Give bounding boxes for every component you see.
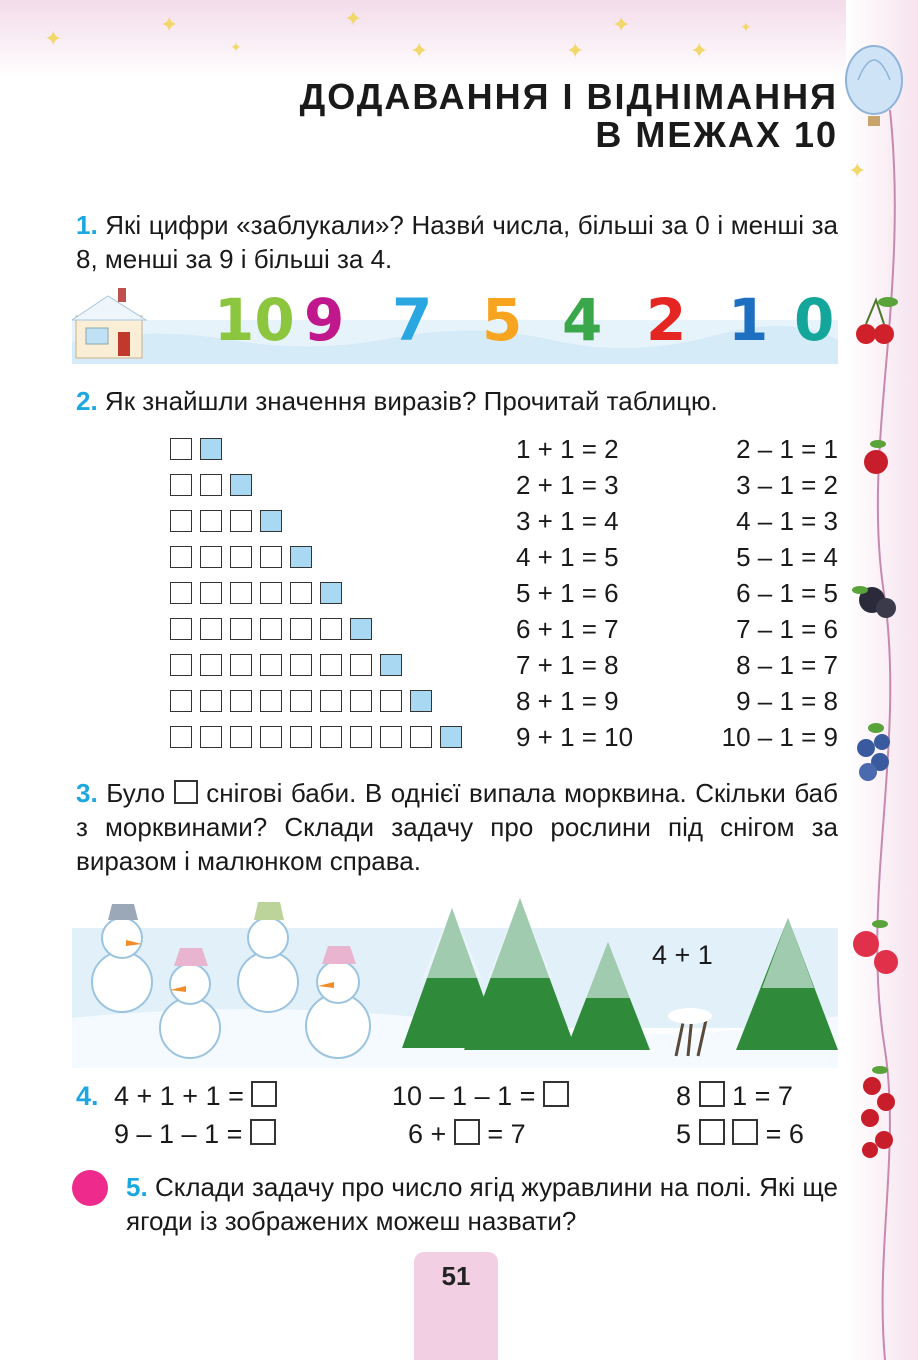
square <box>200 690 222 712</box>
expr-c1 <box>676 1080 793 1112</box>
expr-text: 8 <box>676 1081 692 1111</box>
addition-expression: 3 + 1 = 4 <box>516 506 619 536</box>
square <box>290 582 312 604</box>
expr-text: 9 – 1 – 1 = <box>114 1119 243 1149</box>
title-line-1: ДОДАВАННЯ І ВІДНІМАННЯ <box>299 76 838 117</box>
answer-box[interactable] <box>174 780 198 804</box>
answer-box[interactable] <box>250 1119 276 1145</box>
star-icon: ✦ <box>612 12 631 37</box>
square-row <box>170 582 342 606</box>
square <box>320 690 342 712</box>
square <box>200 654 222 676</box>
added-square <box>320 582 342 604</box>
cherry-icon <box>856 297 898 344</box>
task-3-text-after: снігові баби. В однієї випала морквина. Скільки баб з морквинами? Склади задачу про рослини під снігом за виразом і малюнком справа. <box>76 778 838 876</box>
star-icon: ✦ <box>848 158 867 183</box>
addition-expression: 4 + 1 = 5 <box>516 542 619 572</box>
answer-box[interactable] <box>543 1081 569 1107</box>
task-number: 1. <box>76 210 98 240</box>
pink-marker-dot <box>72 1170 108 1206</box>
star-icon: ✦ <box>160 12 179 37</box>
square <box>290 654 312 676</box>
square <box>230 726 252 748</box>
square <box>260 690 282 712</box>
star-icon: ✦ <box>344 6 363 31</box>
addition-expression: 9 + 1 = 10 <box>516 722 634 752</box>
answer-box[interactable] <box>732 1119 758 1145</box>
square <box>260 618 282 640</box>
answer-box[interactable] <box>699 1081 725 1107</box>
answer-box[interactable] <box>699 1119 725 1145</box>
square <box>350 726 372 748</box>
square-row <box>170 510 282 534</box>
task-1 <box>76 208 838 276</box>
square <box>350 654 372 676</box>
square-row <box>170 726 462 750</box>
snow-scene-illustration <box>72 898 838 1068</box>
strip-digit: 1 <box>728 286 769 354</box>
square <box>230 510 252 532</box>
star-icon: ✦ <box>230 39 242 55</box>
task-number: 5. <box>126 1172 148 1202</box>
square <box>260 654 282 676</box>
square <box>230 690 252 712</box>
strip-digit: 2 <box>646 286 687 354</box>
house-icon <box>72 288 146 358</box>
task-3 <box>76 776 838 878</box>
expr-b1 <box>392 1080 569 1112</box>
square <box>290 618 312 640</box>
addition-expression: 8 + 1 = 9 <box>516 686 619 716</box>
task-number: 4. <box>76 1081 99 1111</box>
expr-c2 <box>676 1118 804 1150</box>
expr-text: = 6 <box>765 1119 804 1149</box>
square <box>200 546 222 568</box>
expr-b2 <box>408 1118 526 1150</box>
answer-box[interactable] <box>454 1119 480 1145</box>
subtraction-expression: 9 – 1 = 8 <box>736 686 838 716</box>
expr-text: 10 – 1 – 1 = <box>392 1081 536 1111</box>
square <box>170 582 192 604</box>
square <box>320 726 342 748</box>
square <box>290 726 312 748</box>
expr-a2 <box>114 1118 276 1150</box>
added-square <box>350 618 372 640</box>
square <box>350 690 372 712</box>
scene-expression: 4 + 1 <box>652 940 713 970</box>
task-1-text: Які цифри «заблукали»? Назви́ числа, більші за 0 і менші за 8, менші за 9 і більші за 4. <box>76 210 838 274</box>
addition-expression: 2 + 1 = 3 <box>516 470 619 500</box>
square <box>260 546 282 568</box>
expr-text: 1 = 7 <box>732 1081 793 1111</box>
expr-text: 5 <box>676 1119 692 1149</box>
square-row <box>170 474 252 498</box>
star-icon: ✦ <box>410 38 429 63</box>
strip-digit: 0 <box>794 286 835 354</box>
square <box>260 582 282 604</box>
square <box>290 690 312 712</box>
square <box>200 582 222 604</box>
square <box>410 726 432 748</box>
square <box>170 726 192 748</box>
added-square <box>440 726 462 748</box>
task-2-text: Як знайшли значення виразів? Прочитай таблицю. <box>104 386 718 416</box>
subtraction-expression: 4 – 1 = 3 <box>736 506 838 536</box>
added-square <box>230 474 252 496</box>
star-icon: ✦ <box>690 38 709 63</box>
answer-box[interactable] <box>251 1081 277 1107</box>
square <box>170 510 192 532</box>
square <box>260 726 282 748</box>
square <box>170 474 192 496</box>
task-2 <box>76 384 838 418</box>
subtraction-expression: 2 – 1 = 1 <box>736 434 838 464</box>
square <box>200 726 222 748</box>
task-5 <box>126 1170 838 1238</box>
square <box>380 726 402 748</box>
subtraction-expression: 6 – 1 = 5 <box>736 578 838 608</box>
blueberry-icon <box>857 723 890 781</box>
task-5-text: Склади задачу про число ягід журавлини на полі. Які ще ягоди із зображених можеш назвати? <box>126 1172 838 1236</box>
square <box>170 654 192 676</box>
square <box>170 690 192 712</box>
strip-digit: 7 <box>392 286 433 354</box>
expr-text: 4 + 1 + 1 = <box>114 1081 244 1111</box>
expr-text: = 7 <box>487 1119 526 1149</box>
snow-scene <box>72 898 838 1068</box>
task-4-number <box>76 1080 99 1112</box>
square-row <box>170 690 432 714</box>
task-number: 2. <box>76 386 98 416</box>
cranberry-icon <box>864 440 888 474</box>
page-number: 51 <box>414 1252 498 1360</box>
addition-expression: 7 + 1 = 8 <box>516 650 619 680</box>
square-row <box>170 618 372 642</box>
strip-digit: 5 <box>482 286 523 354</box>
strip-digit: 4 <box>562 286 603 354</box>
addition-expression: 5 + 1 = 6 <box>516 578 619 608</box>
square <box>320 618 342 640</box>
subtraction-expression: 3 – 1 = 2 <box>736 470 838 500</box>
square-row <box>170 546 312 570</box>
square <box>200 618 222 640</box>
subtraction-expression: 5 – 1 = 4 <box>736 542 838 572</box>
digits-illustration <box>72 282 838 364</box>
square <box>170 618 192 640</box>
task-3-text-before: Було <box>106 778 166 808</box>
square <box>170 546 192 568</box>
star-icon: ✦ <box>740 19 752 35</box>
expr-a1 <box>114 1080 277 1112</box>
strip-digit: 9 <box>304 286 345 354</box>
square <box>320 654 342 676</box>
snow-strip <box>72 282 838 364</box>
square <box>380 690 402 712</box>
subtraction-expression: 8 – 1 = 7 <box>736 650 838 680</box>
added-square <box>290 546 312 568</box>
subtraction-expression: 7 – 1 = 6 <box>736 614 838 644</box>
added-square <box>260 510 282 532</box>
square <box>170 438 192 460</box>
square-row <box>170 438 222 462</box>
square <box>230 618 252 640</box>
added-square <box>380 654 402 676</box>
square <box>200 510 222 532</box>
square-row <box>170 654 402 678</box>
square <box>230 654 252 676</box>
square <box>230 546 252 568</box>
star-icon: ✦ <box>566 38 585 63</box>
addition-expression: 6 + 1 = 7 <box>516 614 619 644</box>
addition-expression: 1 + 1 = 2 <box>516 434 619 464</box>
title-line-2: В МЕЖАХ 10 <box>595 114 838 155</box>
square <box>230 582 252 604</box>
added-square <box>410 690 432 712</box>
star-icon: ✦ <box>44 26 63 51</box>
page-title <box>300 78 838 154</box>
balloon-icon <box>846 46 902 126</box>
subtraction-expression: 10 – 1 = 9 <box>721 722 838 752</box>
raspberry-icon <box>853 920 898 974</box>
strip-digit: 10 <box>214 286 295 354</box>
expr-text: 6 + <box>408 1119 447 1149</box>
added-square <box>200 438 222 460</box>
task-number: 3. <box>76 778 98 808</box>
square <box>200 474 222 496</box>
blackberry-icon <box>852 586 896 618</box>
